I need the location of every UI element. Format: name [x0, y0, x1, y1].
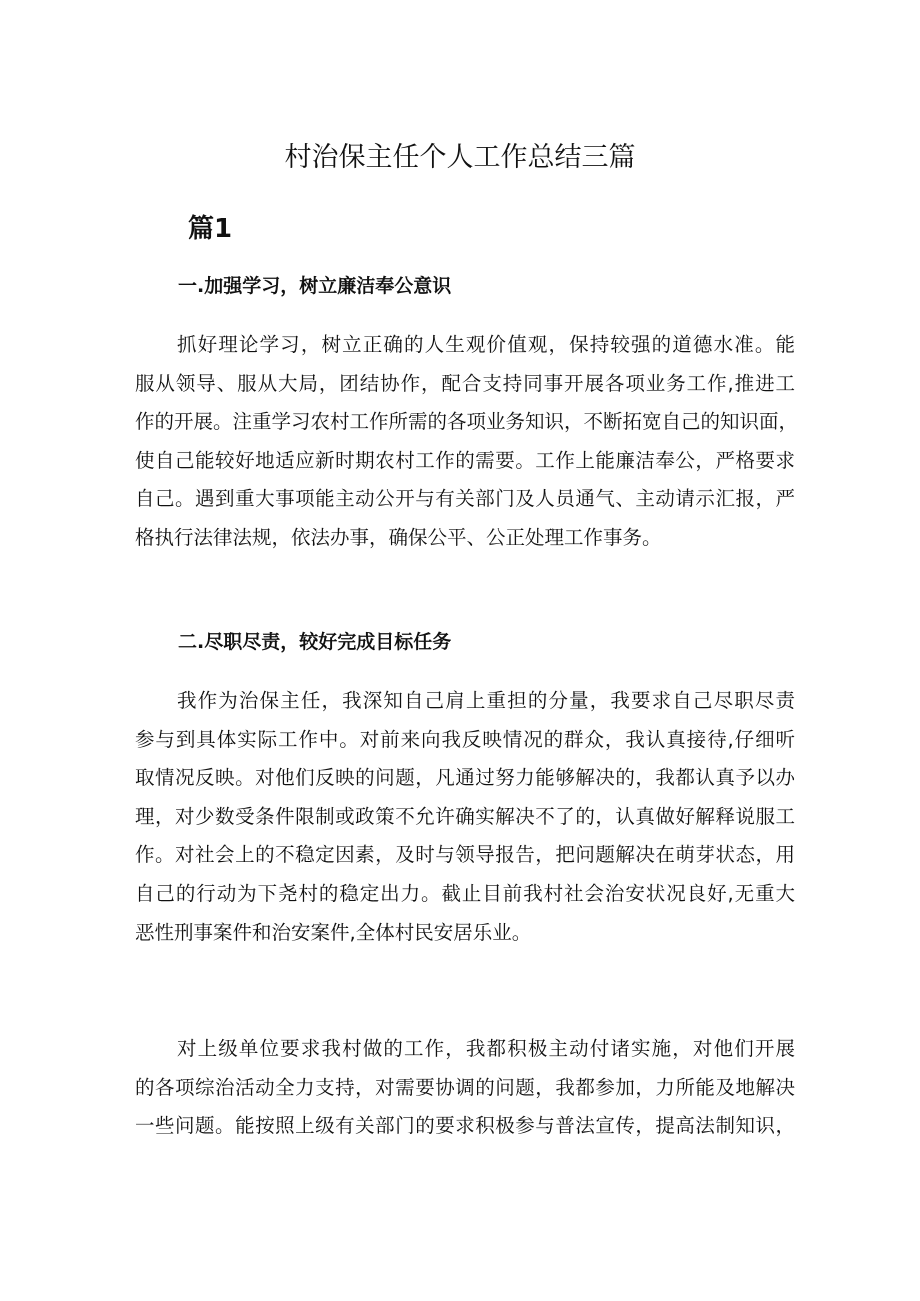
- document-title: 村治保主任个人工作总结三篇: [284, 142, 636, 173]
- paragraph-cooperation: [135, 1030, 795, 1146]
- paragraph-line: 一些问题。能按照上级有关部门的要求积极参与普法宣传，提高法制知识，: [135, 1114, 795, 1138]
- paragraph-duties: [135, 682, 795, 952]
- paragraph-line: 自己的行动为下尧村的稳定出力。截止目前我村社会治安状况良好,无重大: [135, 881, 795, 905]
- paragraph-line: 的各项综治活动全力支持，对需要协调的问题，我都参加，力所能及地解决: [135, 1075, 795, 1099]
- paragraph-line: 对上级单位要求我村做的工作，我都积极主动付诸实施，对他们开展: [177, 1037, 795, 1060]
- section-label: 篇1: [188, 214, 233, 244]
- paragraph-line: 我作为治保主任，我深知自己肩上重担的分量，我要求自己尽职尽责: [177, 689, 795, 712]
- paragraph-line: 服从领导、服从大局，团结协作，配合支持同事开展各项业务工作,推进工: [135, 371, 795, 395]
- paragraph-line: 理，对少数受条件限制或政策不允许确实解决不了的，认真做好解释说服工: [135, 804, 795, 828]
- paragraph-line: 恶性刑事案件和治安案件,全体村民安居乐业。: [135, 920, 532, 944]
- heading-strengthen-study: 一.加强学习，树立廉洁奉公意识: [178, 275, 452, 297]
- paragraph-line: 作。对社会上的不稳定因素，及时与领导报告，把问题解决在萌芽状态，用: [135, 843, 795, 867]
- paragraph-line: 参与到具体实际工作中。对前来向我反映情况的群众，我认真接待,仔细听: [135, 727, 795, 751]
- paragraph-line: 格执行法律法规，依法办事，确保公平、公正处理工作事务。: [135, 525, 662, 549]
- paragraph-line: 取情况反映。对他们反映的问题，凡通过努力能够解决的，我都认真予以办: [135, 766, 795, 790]
- paragraph-line: 作的开展。注重学习农村工作所需的各项业务知识，不断拓宽自己的知识面，: [135, 410, 799, 434]
- paragraph-study: [135, 326, 799, 558]
- heading-fulfill-duties: 二.尽职尽责，较好完成目标任务: [178, 631, 452, 653]
- paragraph-line: 抓好理论学习，树立正确的人生观价值观，保持较强的道德水准。能: [177, 333, 795, 356]
- paragraph-line: 使自己能较好地适应新时期农村工作的需要。工作上能廉洁奉公，严格要求: [135, 448, 795, 472]
- paragraph-line: 自己。遇到重大事项能主动公开与有关部门及人员通气、主动请示汇报，严: [135, 487, 795, 511]
